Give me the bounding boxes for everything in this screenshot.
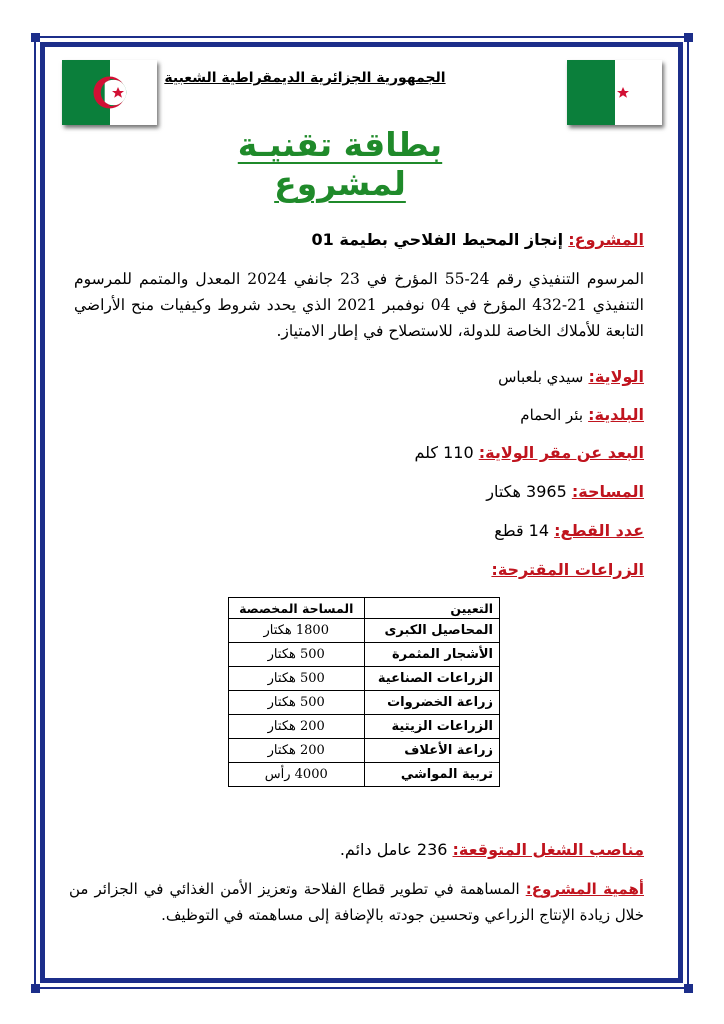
crop-area: 500 هكتار xyxy=(229,691,365,715)
jobs-label: مناصب الشغل المتوقعة: xyxy=(452,840,644,859)
plots-value: 14 قطع xyxy=(494,521,550,540)
crop-area: 500 هكتار xyxy=(229,643,365,667)
crop-area: 4000 رأس xyxy=(229,763,365,787)
table-header-area: المساحة المخصصة xyxy=(229,598,365,619)
commune-line xyxy=(520,405,644,424)
crop-name: زراعة الخضروات xyxy=(364,691,500,715)
jobs-line xyxy=(340,840,644,859)
crop-area: 500 هكتار xyxy=(229,667,365,691)
project-label: المشروع: xyxy=(568,230,644,249)
plots-label: عدد القطع: xyxy=(554,521,644,540)
table-row xyxy=(229,643,500,667)
crops-table xyxy=(228,597,500,787)
crops-label: الزراعات المقترحة: xyxy=(491,560,644,579)
area-line xyxy=(486,482,644,501)
republic-name-heading: الجمهورية الجزائرية الديمقراطية الشعبية xyxy=(164,70,446,86)
plots-line xyxy=(494,521,644,540)
wilaya-label: الولاية: xyxy=(588,367,644,386)
importance-value: المساهمة في تطوير قطاع الفلاحة وتعزيز الأمن الغذائي في الجزائر من خلال زيادة الإنتاج الزراعي وتحسين جودته بالإضافة إلى مساهمته في التوظيف. xyxy=(69,880,644,924)
border-corner-bottom-right xyxy=(684,984,693,993)
crop-name: الزراعات الصناعية xyxy=(364,667,500,691)
table-row xyxy=(229,715,500,739)
crops-heading-line xyxy=(491,560,644,579)
crop-name: الأشجار المثمرة xyxy=(364,643,500,667)
project-name: إنجاز المحيط الفلاحي بطيمة 01 xyxy=(311,230,564,249)
crop-name: زراعة الأعلاف xyxy=(364,739,500,763)
table-row xyxy=(229,763,500,787)
crop-area: 1800 هكتار xyxy=(229,619,365,643)
project-line xyxy=(312,230,644,249)
area-label: المساحة: xyxy=(571,482,644,501)
table-row xyxy=(229,691,500,715)
distance-value: 110 كلم xyxy=(414,443,474,462)
table-header-designation: التعيين xyxy=(364,598,500,619)
algeria-flag-right-icon xyxy=(567,60,662,125)
crop-area: 200 هكتار xyxy=(229,739,365,763)
distance-line xyxy=(414,443,644,462)
crop-name: تربية المواشي xyxy=(364,763,500,787)
page-title: بطاقة تقنيـة لمشروع xyxy=(237,125,443,203)
wilaya-value: سيدي بلعباس xyxy=(498,368,584,386)
importance-label: أهمية المشروع: xyxy=(525,880,644,898)
table-row xyxy=(229,739,500,763)
area-value: 3965 هكتار xyxy=(486,482,567,501)
commune-label: البلدية: xyxy=(588,405,644,424)
project-decree-paragraph: المرسوم التنفيذي رقم 24-55 المؤرخ في 23 جانفي 2024 المعدل والمتمم للمرسوم التنفيذي 21-432 المؤرخ في 04 نوفمبر 2021 الذي يحدد شروط وكيفيات منح الأراضي التابعة للأملاك الخاصة للدولة، للاستصلاح في إطار الامتياز. xyxy=(74,270,644,340)
crop-name: المحاصيل الكبرى xyxy=(364,619,500,643)
table-row xyxy=(229,667,500,691)
table-row xyxy=(229,619,500,643)
wilaya-line xyxy=(498,367,644,386)
border-corner-top-left xyxy=(31,33,40,42)
crop-area: 200 هكتار xyxy=(229,715,365,739)
crop-name: الزراعات الزيتية xyxy=(364,715,500,739)
commune-value: بئر الحمام xyxy=(520,406,583,424)
jobs-value: 236 عامل دائم. xyxy=(339,840,448,859)
border-corner-top-right xyxy=(684,33,693,42)
distance-label: البعد عن مقر الولاية: xyxy=(478,443,644,462)
table-header-row xyxy=(229,598,500,619)
importance-paragraph xyxy=(69,876,644,928)
algeria-flag-left-icon xyxy=(62,60,157,125)
border-corner-bottom-left xyxy=(31,984,40,993)
